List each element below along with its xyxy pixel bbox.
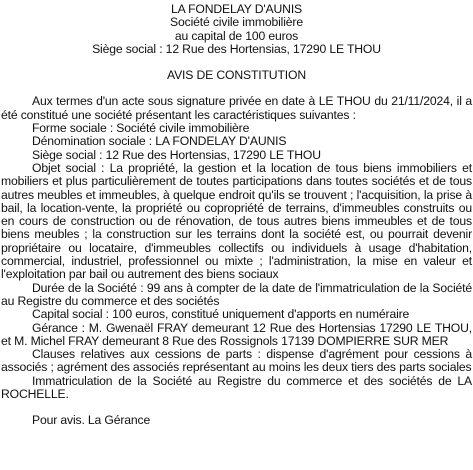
company-duration: Durée de la Société : 99 ans à compter de la date de l'immatriculation de la Société au Registre du commerce et des sociétés [1,280,472,308]
notice-body [1,95,472,401]
intro-paragraph: Aux termes d'un acte sous signature privée en date à LE THOU du 21/11/2024, il a été constitué une société présentant les caractéristiques suivantes : [1,94,472,122]
share-transfer-clauses: Clauses relatives aux cessions de parts : dispense d'agrément pour cessions à associés ; agrément des associés représentant au moins les deux tiers des parts sociales [1,347,472,375]
company-capital: au capital de 100 euros [174,28,299,43]
company-seat: Siège social : 12 Rue des Hortensias, 17290 LE THOU [92,41,381,56]
company-name: LA FONDELAY D'AUNIS [170,2,303,16]
corporate-purpose: Objet social : La propriété, la gestion et la location de tous biens immobiliers et mobiliers et plus particulièrement de toutes participations dans toutes sociétés et de tous autres meubles et immeubles, à quelque endroit qu'ils se trouvent ; l'acquisition, la prise à bail, la location-vente, la propriété ou copropriété de terrains, d'immeubles construits ou en cours de construction ou de rénovation, de tous autres biens immeubles et de tous biens meubles ; la construction sur les terrains dont la société est, ou pourrait devenir propriétaire ou locataire, d'immeubles collectifs ou individuels à usage d'habitation, commercial, industriel, professionnel ou mixte ; l'administration, la mise en valeur et l'exploitation par bail ou autrement des biens sociaux [1,160,472,282]
signature: Pour avis. La Gérance [32,413,151,428]
company-type: Société civile immobilière [170,15,303,30]
legal-form: Forme sociale : Société civile immobilière [32,121,250,136]
company-header [1,3,472,56]
registration: Immatriculation de la Société au Registre du commerce et des sociétés de LA ROCHELLE. [1,373,472,402]
management: Gérance : M. Gwenaël FRAY demeurant 12 Rue des Hortensias 17290 LE THOU, et M. Michel FRAY demeurant 8 Rue des Rossignols 17139 DOMPIERRE SUR MER [1,320,472,348]
company-denomination: Dénomination sociale : LA FONDELAY D'AUNIS [32,134,287,149]
notice-title: AVIS DE CONSTITUTION [167,68,306,83]
share-capital: Capital social : 100 euros, constitué uniquement d'apports en numéraire [32,307,410,322]
registered-office: Siège social : 12 Rue des Hortensias, 17290 LE THOU [32,147,321,162]
